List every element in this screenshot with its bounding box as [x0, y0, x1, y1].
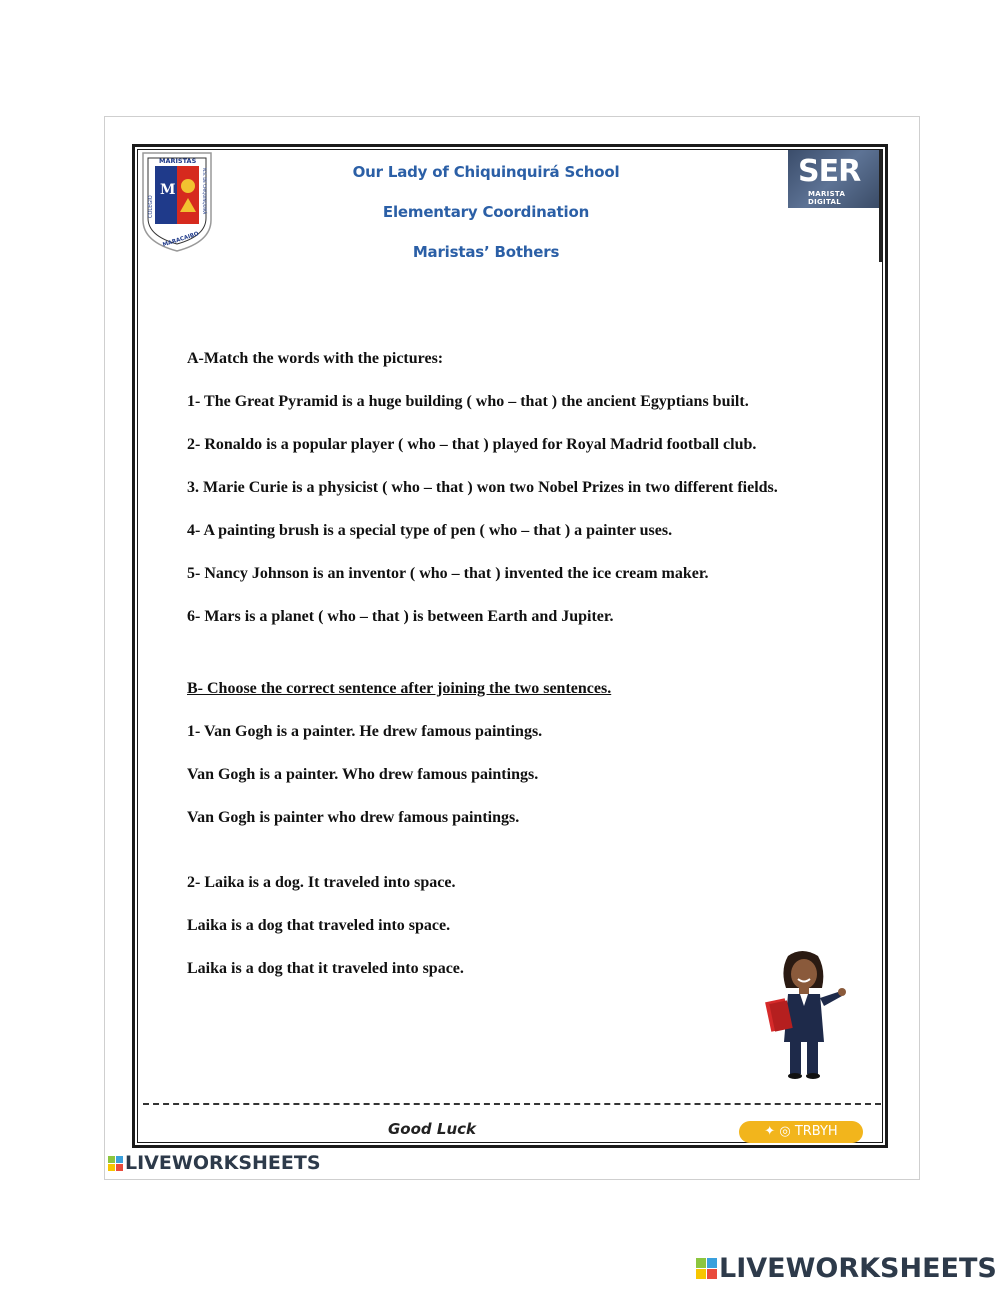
crest-top-text: MARISTAS [159, 157, 197, 165]
social-handle-badge [739, 1121, 863, 1143]
section-b-question-2-option-2[interactable]: Laika is a dog that it traveled into space. [187, 960, 464, 977]
section-b-question-1-option-1[interactable]: Van Gogh is a painter. Who drew famous paintings. [187, 766, 539, 783]
crest-left-text: COLEGIO [148, 195, 154, 218]
liveworksheets-brand: LIVEWORKSHEETS [719, 1253, 997, 1284]
coordination-name: Elementary Coordination [382, 203, 590, 221]
crest-right-text: N.S. DE CHIQUINQUIRÁ [202, 168, 207, 215]
ser-logo-word: SER [798, 154, 861, 189]
section-a-title: A-Match the words with the pictures: [187, 350, 444, 367]
section-a-item-2: 2- Ronaldo is a popular player ( who – that ) played for Royal Madrid football club. [187, 436, 757, 453]
section-b-title: B- Choose the correct sentence after joining the two sentences. [187, 680, 612, 697]
section-a-item-4: 4- A painting brush is a special type of pen ( who – that ) a painter uses. [187, 522, 673, 539]
social-handle: TRBYH [794, 1124, 838, 1139]
section-a-item-6: 6- Mars is a planet ( who – that ) is between Earth and Jupiter. [187, 608, 614, 625]
school-heading [300, 162, 672, 282]
school-name: Our Lady of Chiquinquirá School [352, 163, 620, 181]
liveworksheets-brand: LIVEWORKSHEETS [125, 1152, 321, 1174]
twitter-icon: ✦ [764, 1124, 776, 1139]
order-name: Maristas’ Bothers [412, 243, 560, 261]
liveworksheets-icon [108, 1156, 123, 1171]
svg-text:M: M [160, 182, 176, 198]
footer-divider [143, 1103, 881, 1111]
section-a-item-1: 1- The Great Pyramid is a huge building ( who – that ) the ancient Egyptians built. [187, 393, 749, 410]
section-b-question-2-prompt: 2- Laika is a dog. It traveled into space. [187, 874, 456, 891]
liveworksheets-logo-small[interactable] [108, 1152, 321, 1174]
good-luck-text: Good Luck [388, 1120, 476, 1138]
teacher-illustration [762, 948, 852, 1080]
section-b-question-2-option-1[interactable]: Laika is a dog that traveled into space. [187, 917, 451, 934]
liveworksheets-logo-large[interactable] [696, 1253, 997, 1284]
section-b-question-1-option-2[interactable]: Van Gogh is painter who drew famous paintings. [187, 809, 520, 826]
spacer [187, 850, 887, 872]
school-crest-logo [140, 150, 214, 254]
ser-logo-subtitle: MARISTA DIGITAL [808, 190, 846, 206]
header-divider [879, 150, 882, 262]
ser-marista-digital-logo [788, 150, 880, 208]
worksheet-content [187, 348, 887, 1001]
section-a-item-5: 5- Nancy Johnson is an inventor ( who – that ) invented the ice cream maker. [187, 565, 709, 582]
section-b-question-1-prompt: 1- Van Gogh is a painter. He drew famous paintings. [187, 723, 543, 740]
instagram-icon: ◎ [779, 1124, 791, 1139]
section-a-item-3: 3. Marie Curie is a physicist ( who – that ) won two Nobel Prizes in two different fields. [187, 479, 778, 496]
spacer [187, 649, 887, 678]
liveworksheets-icon [696, 1258, 717, 1279]
crest-bottom-text: MARACAIBO [162, 231, 200, 249]
